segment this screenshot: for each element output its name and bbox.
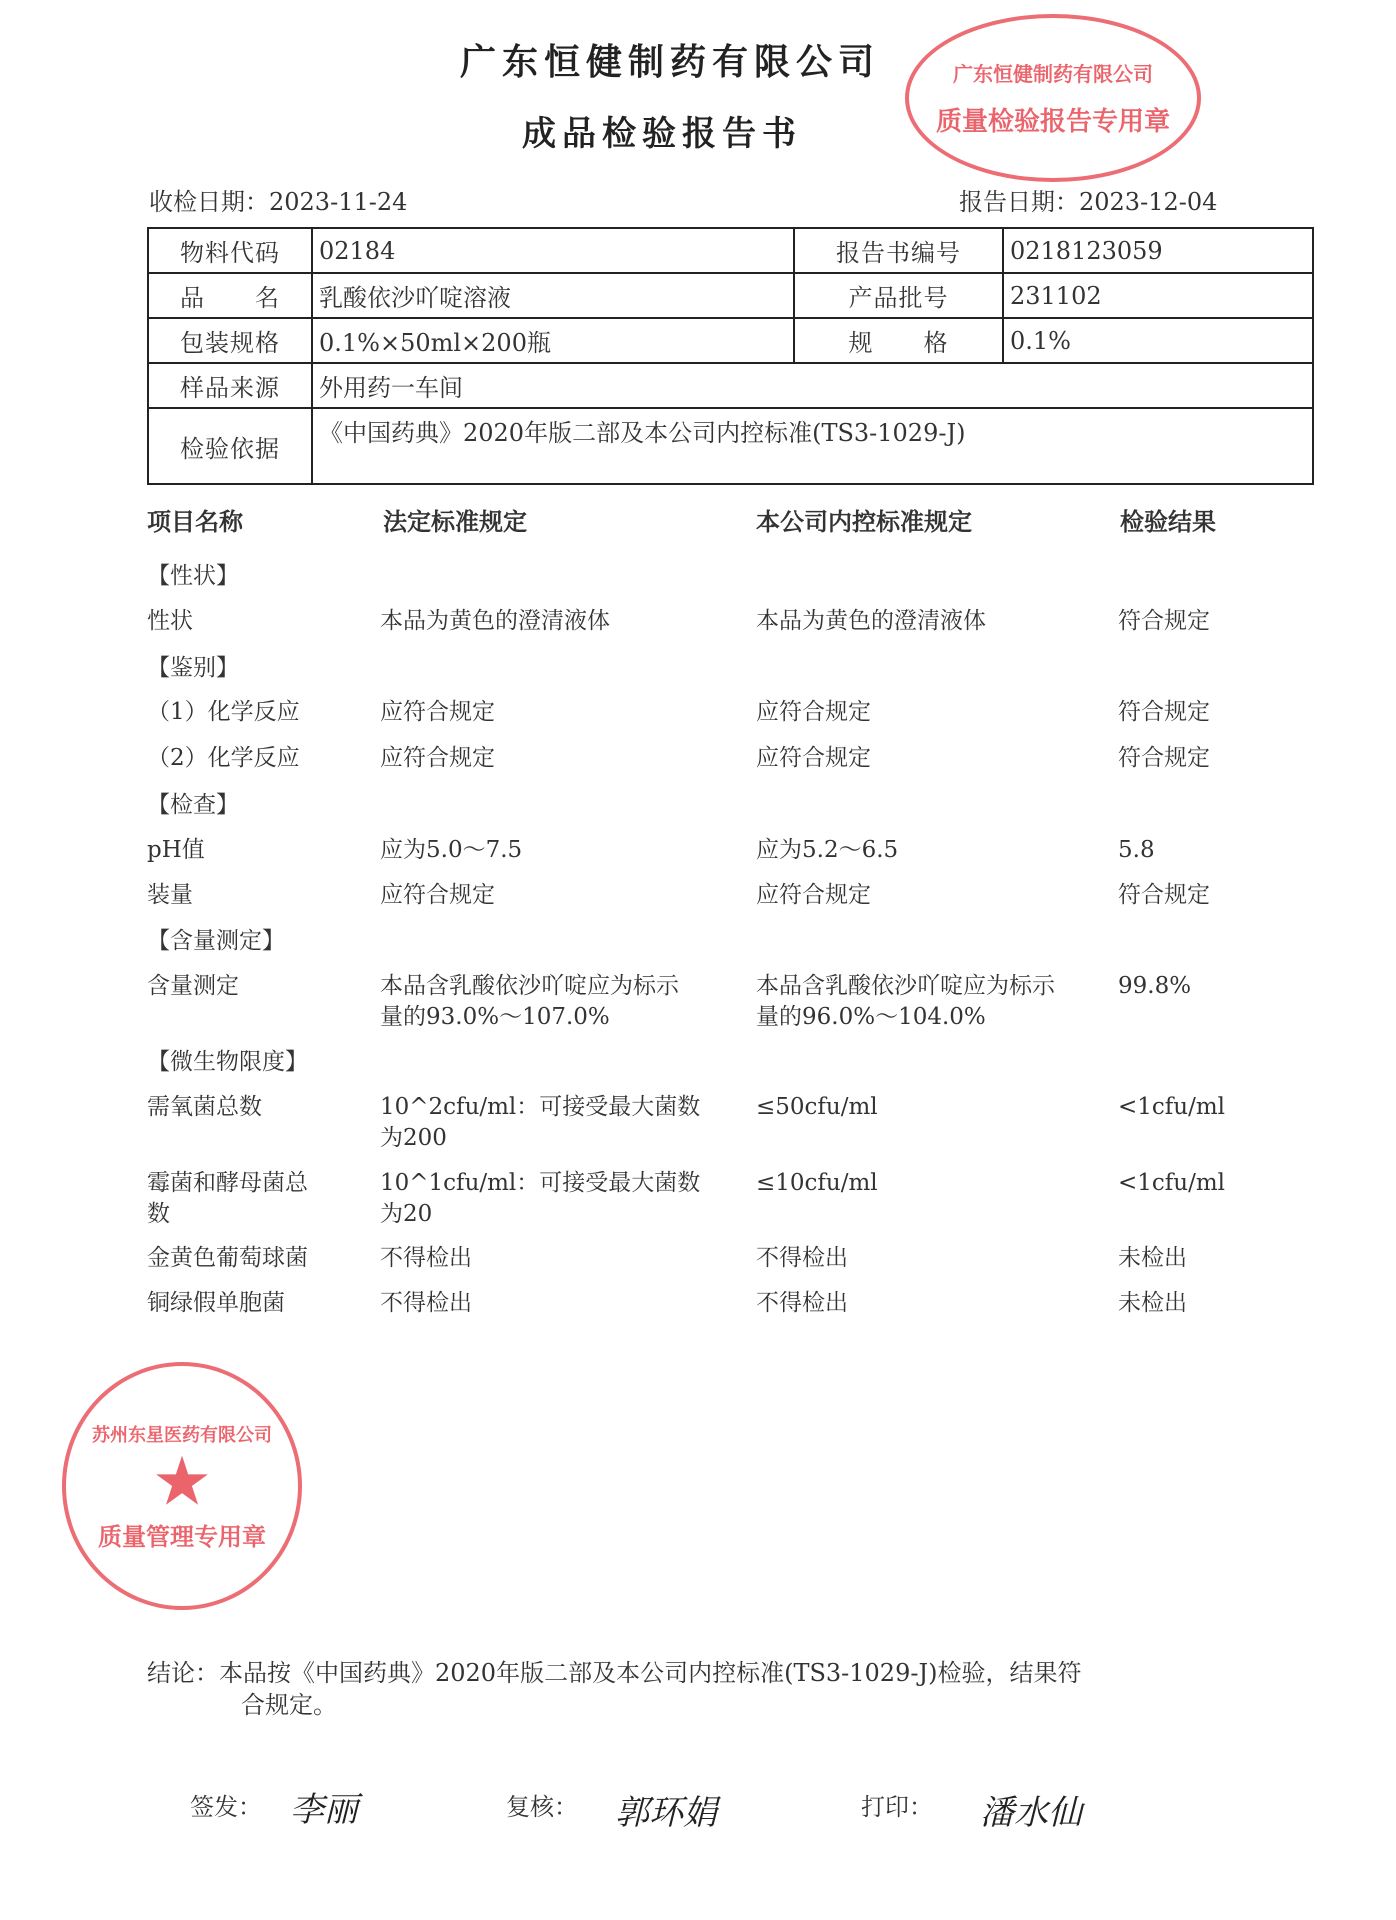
row-internal: 应为5.2～6.5 [756, 837, 899, 863]
row-result: 未检出 [1118, 1290, 1187, 1316]
row-legal: 应符合规定 [380, 745, 495, 771]
quality-report-stamp [905, 14, 1201, 182]
row-legal-cont: 为200 [380, 1125, 447, 1151]
printer-signature: 潘水仙 [980, 1793, 1082, 1833]
package-label: 包装规格 [148, 318, 312, 363]
row-result: <1cfu/ml [1118, 1094, 1226, 1120]
row-internal: 本品为黄色的澄清液体 [756, 608, 986, 634]
row-item: 需氧菌总数 [147, 1094, 262, 1120]
row-legal: 应符合规定 [380, 699, 495, 725]
source: 外用药一车间 [312, 363, 1313, 408]
row-result: 5.8 [1118, 837, 1155, 863]
row-item: （2）化学反应 [147, 745, 300, 771]
row-result: 未检出 [1118, 1245, 1187, 1271]
batch-no: 231102 [1003, 273, 1313, 318]
row-internal: ≤50cfu/ml [756, 1094, 878, 1120]
col-item: 项目名称 [147, 507, 243, 536]
conclusion-text: 本品按《中国药典》2020年版二部及本公司内控标准(TS3-1029-J)检验，结果符 [219, 1659, 1082, 1687]
product-name: 乳酸依沙吖啶溶液 [312, 273, 794, 318]
report-no: 0218123059 [1003, 228, 1313, 273]
section-heading: 【微生物限度】 [147, 1049, 308, 1075]
col-result: 检验结果 [1120, 507, 1216, 536]
material-code: 02184 [312, 228, 794, 273]
spec: 0.1% [1003, 318, 1313, 363]
basis: 《中国药典》2020年版二部及本公司内控标准(TS3-1029-J) [312, 408, 1313, 484]
row-result: 符合规定 [1118, 882, 1210, 908]
row-item: 性状 [147, 608, 193, 634]
product-name-label: 品 名 [148, 273, 312, 318]
info-table [147, 227, 1314, 485]
row-result: 99.8% [1118, 973, 1192, 999]
stamp-ring-text: 苏州东星医药有限公司 [92, 1424, 272, 1446]
receive-date [149, 187, 407, 217]
section-heading: 【含量测定】 [147, 928, 285, 954]
report-date-value: 2023-12-04 [1079, 188, 1218, 216]
row-internal: 本品含乳酸依沙吖啶应为标示 [756, 973, 1055, 999]
section-heading: 【检查】 [147, 792, 239, 818]
issuer-signature: 李丽 [290, 1790, 358, 1830]
printer-label: 打印： [861, 1793, 933, 1821]
source-label: 样品来源 [148, 363, 312, 408]
conclusion-label: 结论： [147, 1659, 219, 1687]
receive-date-value: 2023-11-24 [269, 188, 408, 216]
row-internal: 不得检出 [756, 1290, 848, 1316]
row-legal: 不得检出 [380, 1245, 472, 1271]
basis-label: 检验依据 [148, 408, 312, 484]
row-item: 金黄色葡萄球菌 [147, 1245, 308, 1271]
row-legal: 10^1cfu/ml：可接受最大菌数 [380, 1170, 701, 1196]
row-internal: 应符合规定 [756, 699, 871, 725]
row-legal: 应为5.0～7.5 [380, 837, 523, 863]
col-legal: 法定标准规定 [383, 507, 527, 536]
receive-date-label: 收检日期： [149, 188, 269, 216]
section-heading: 【性状】 [147, 563, 239, 589]
row-legal-cont: 量的93.0%～107.0% [380, 1004, 610, 1030]
conclusion-text-cont: 合规定。 [241, 1691, 337, 1719]
row-legal: 10^2cfu/ml：可接受最大菌数 [380, 1094, 701, 1120]
row-internal: 不得检出 [756, 1245, 848, 1271]
row-result: <1cfu/ml [1118, 1170, 1226, 1196]
stamp-ring-text: 广东恒健制药有限公司 [953, 62, 1153, 86]
row-result: 符合规定 [1118, 608, 1210, 634]
batch-no-label: 产品批号 [794, 273, 1003, 318]
row-legal: 本品含乳酸依沙吖啶应为标示 [380, 973, 679, 999]
report-date [959, 187, 1217, 217]
row-item: （1）化学反应 [147, 699, 300, 725]
row-legal: 应符合规定 [380, 882, 495, 908]
report-title: 成品检验报告书 [522, 114, 802, 154]
row-legal-cont: 为20 [380, 1201, 433, 1227]
issuer-label: 签发： [190, 1793, 262, 1821]
row-result: 符合规定 [1118, 699, 1210, 725]
quality-management-stamp [62, 1362, 302, 1610]
spec-label: 规 格 [794, 318, 1003, 363]
col-internal: 本公司内控标准规定 [756, 507, 972, 536]
reviewer-label: 复核： [506, 1793, 578, 1821]
star-icon: ★ [155, 1446, 209, 1517]
row-legal: 不得检出 [380, 1290, 472, 1316]
row-internal-cont: 量的96.0%～104.0% [756, 1004, 986, 1030]
stamp-center-text: 质量管理专用章 [98, 1521, 266, 1551]
row-legal: 本品为黄色的澄清液体 [380, 608, 610, 634]
row-item: 含量测定 [147, 973, 239, 999]
section-heading: 【鉴别】 [147, 655, 239, 681]
row-item: 装量 [147, 882, 193, 908]
report-no-label: 报告书编号 [794, 228, 1003, 273]
reviewer-signature: 郭环娟 [615, 1793, 717, 1833]
material-code-label: 物料代码 [148, 228, 312, 273]
row-item: 霉菌和酵母菌总 [147, 1170, 308, 1196]
company-name: 广东恒健制药有限公司 [460, 41, 881, 83]
report-date-label: 报告日期： [959, 188, 1079, 216]
package: 0.1%×50ml×200瓶 [312, 318, 794, 363]
row-internal: 应符合规定 [756, 745, 871, 771]
row-item: 铜绿假单胞菌 [147, 1290, 285, 1316]
conclusion [147, 1658, 1081, 1688]
stamp-center-text: 质量检验报告专用章 [935, 107, 1170, 137]
row-result: 符合规定 [1118, 745, 1210, 771]
row-item: pH值 [147, 837, 205, 863]
row-item-cont: 数 [147, 1201, 170, 1227]
row-internal: ≤10cfu/ml [756, 1170, 878, 1196]
row-internal: 应符合规定 [756, 882, 871, 908]
